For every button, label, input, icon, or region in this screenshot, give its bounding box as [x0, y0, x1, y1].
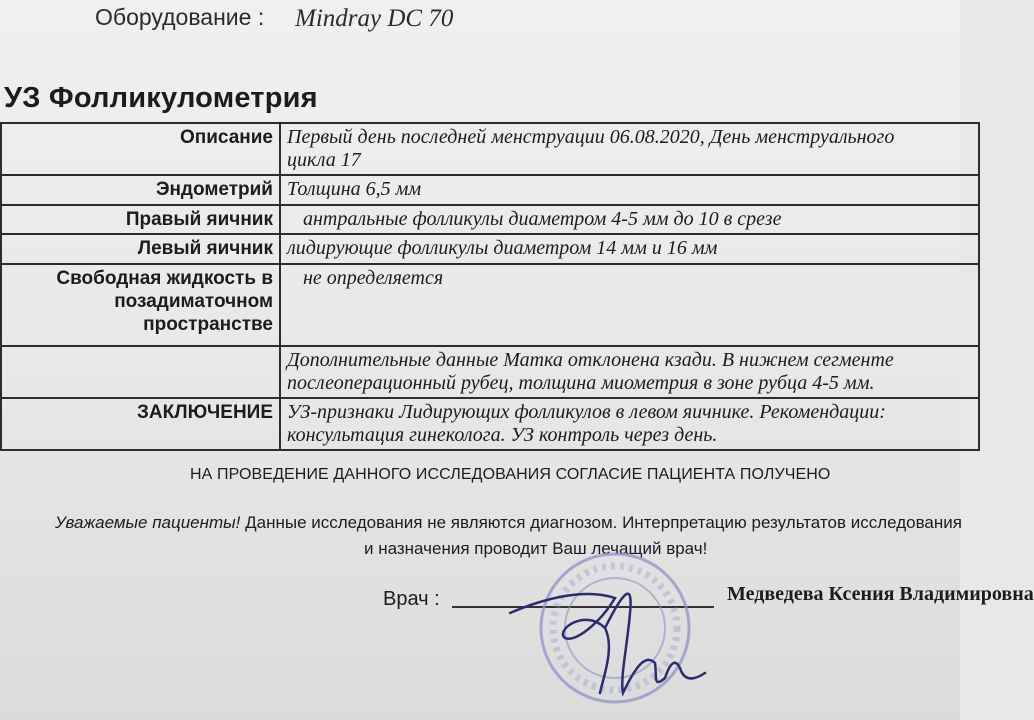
equipment-line — [95, 4, 454, 32]
table-row — [1, 398, 979, 450]
row-value: Дополнительные данные Матка отклонена кзади. В нижнем сегменте послеоперационный рубец, толщина миометрия в зоне рубца 4-5 мм. — [280, 346, 979, 398]
equipment-value: Mindray DC 70 — [295, 5, 454, 32]
signature-icon — [505, 568, 715, 708]
doctor-label: Врач : — [383, 588, 440, 610]
report-title: УЗ Фолликулометрия — [4, 82, 318, 114]
row-value: Толщина 6,5 мм — [280, 175, 979, 205]
table-row — [1, 205, 979, 234]
table-row — [1, 264, 979, 346]
disclaimer-line-2: и назначения проводит Ваш лечащий врач! — [364, 539, 708, 558]
consent-note: НА ПРОВЕДЕНИЕ ДАННОГО ИССЛЕДОВАНИЯ СОГЛАСИЕ ПАЦИЕНТА ПОЛУЧЕНО — [190, 466, 831, 483]
row-label: Правый яичник — [1, 205, 280, 234]
row-label — [1, 346, 280, 398]
row-value: лидирующие фолликулы диаметром 14 мм и 16 мм — [280, 234, 979, 264]
row-value: не определяется — [280, 264, 979, 346]
row-label: Описание — [1, 123, 280, 175]
row-value: антральные фолликулы диаметром 4-5 мм до 10 в срезе — [280, 205, 979, 234]
disclaimer-line-1: Уважаемые пациенты! Данные исследования не являются диагнозом. Интерпретацию результатов исследования — [55, 513, 962, 532]
conclusion-value: УЗ-признаки Лидирующих фолликулов в левом яичнике. Рекомендации: консультация гинеколога. УЗ контроль через день. — [280, 398, 979, 450]
row-label: Эндометрий — [1, 175, 280, 205]
disclaimer-greeting: Уважаемые пациенты! — [55, 513, 241, 532]
table-row — [1, 346, 979, 398]
table-row — [1, 234, 979, 264]
row-value: Первый день последней менструации 06.08.2020, День менструального цикла 17 — [280, 123, 979, 175]
doctor-name: Медведева Ксения Владимировна — [727, 583, 1034, 605]
table-row — [1, 123, 979, 175]
findings-table — [0, 122, 980, 451]
table-row — [1, 175, 979, 205]
conclusion-label: ЗАКЛЮЧЕНИЕ — [1, 398, 280, 450]
row-label: Левый яичник — [1, 234, 280, 264]
equipment-label: Оборудование : — [95, 4, 265, 30]
row-label: Свободная жидкость в позадиматочном пространстве — [1, 264, 280, 346]
